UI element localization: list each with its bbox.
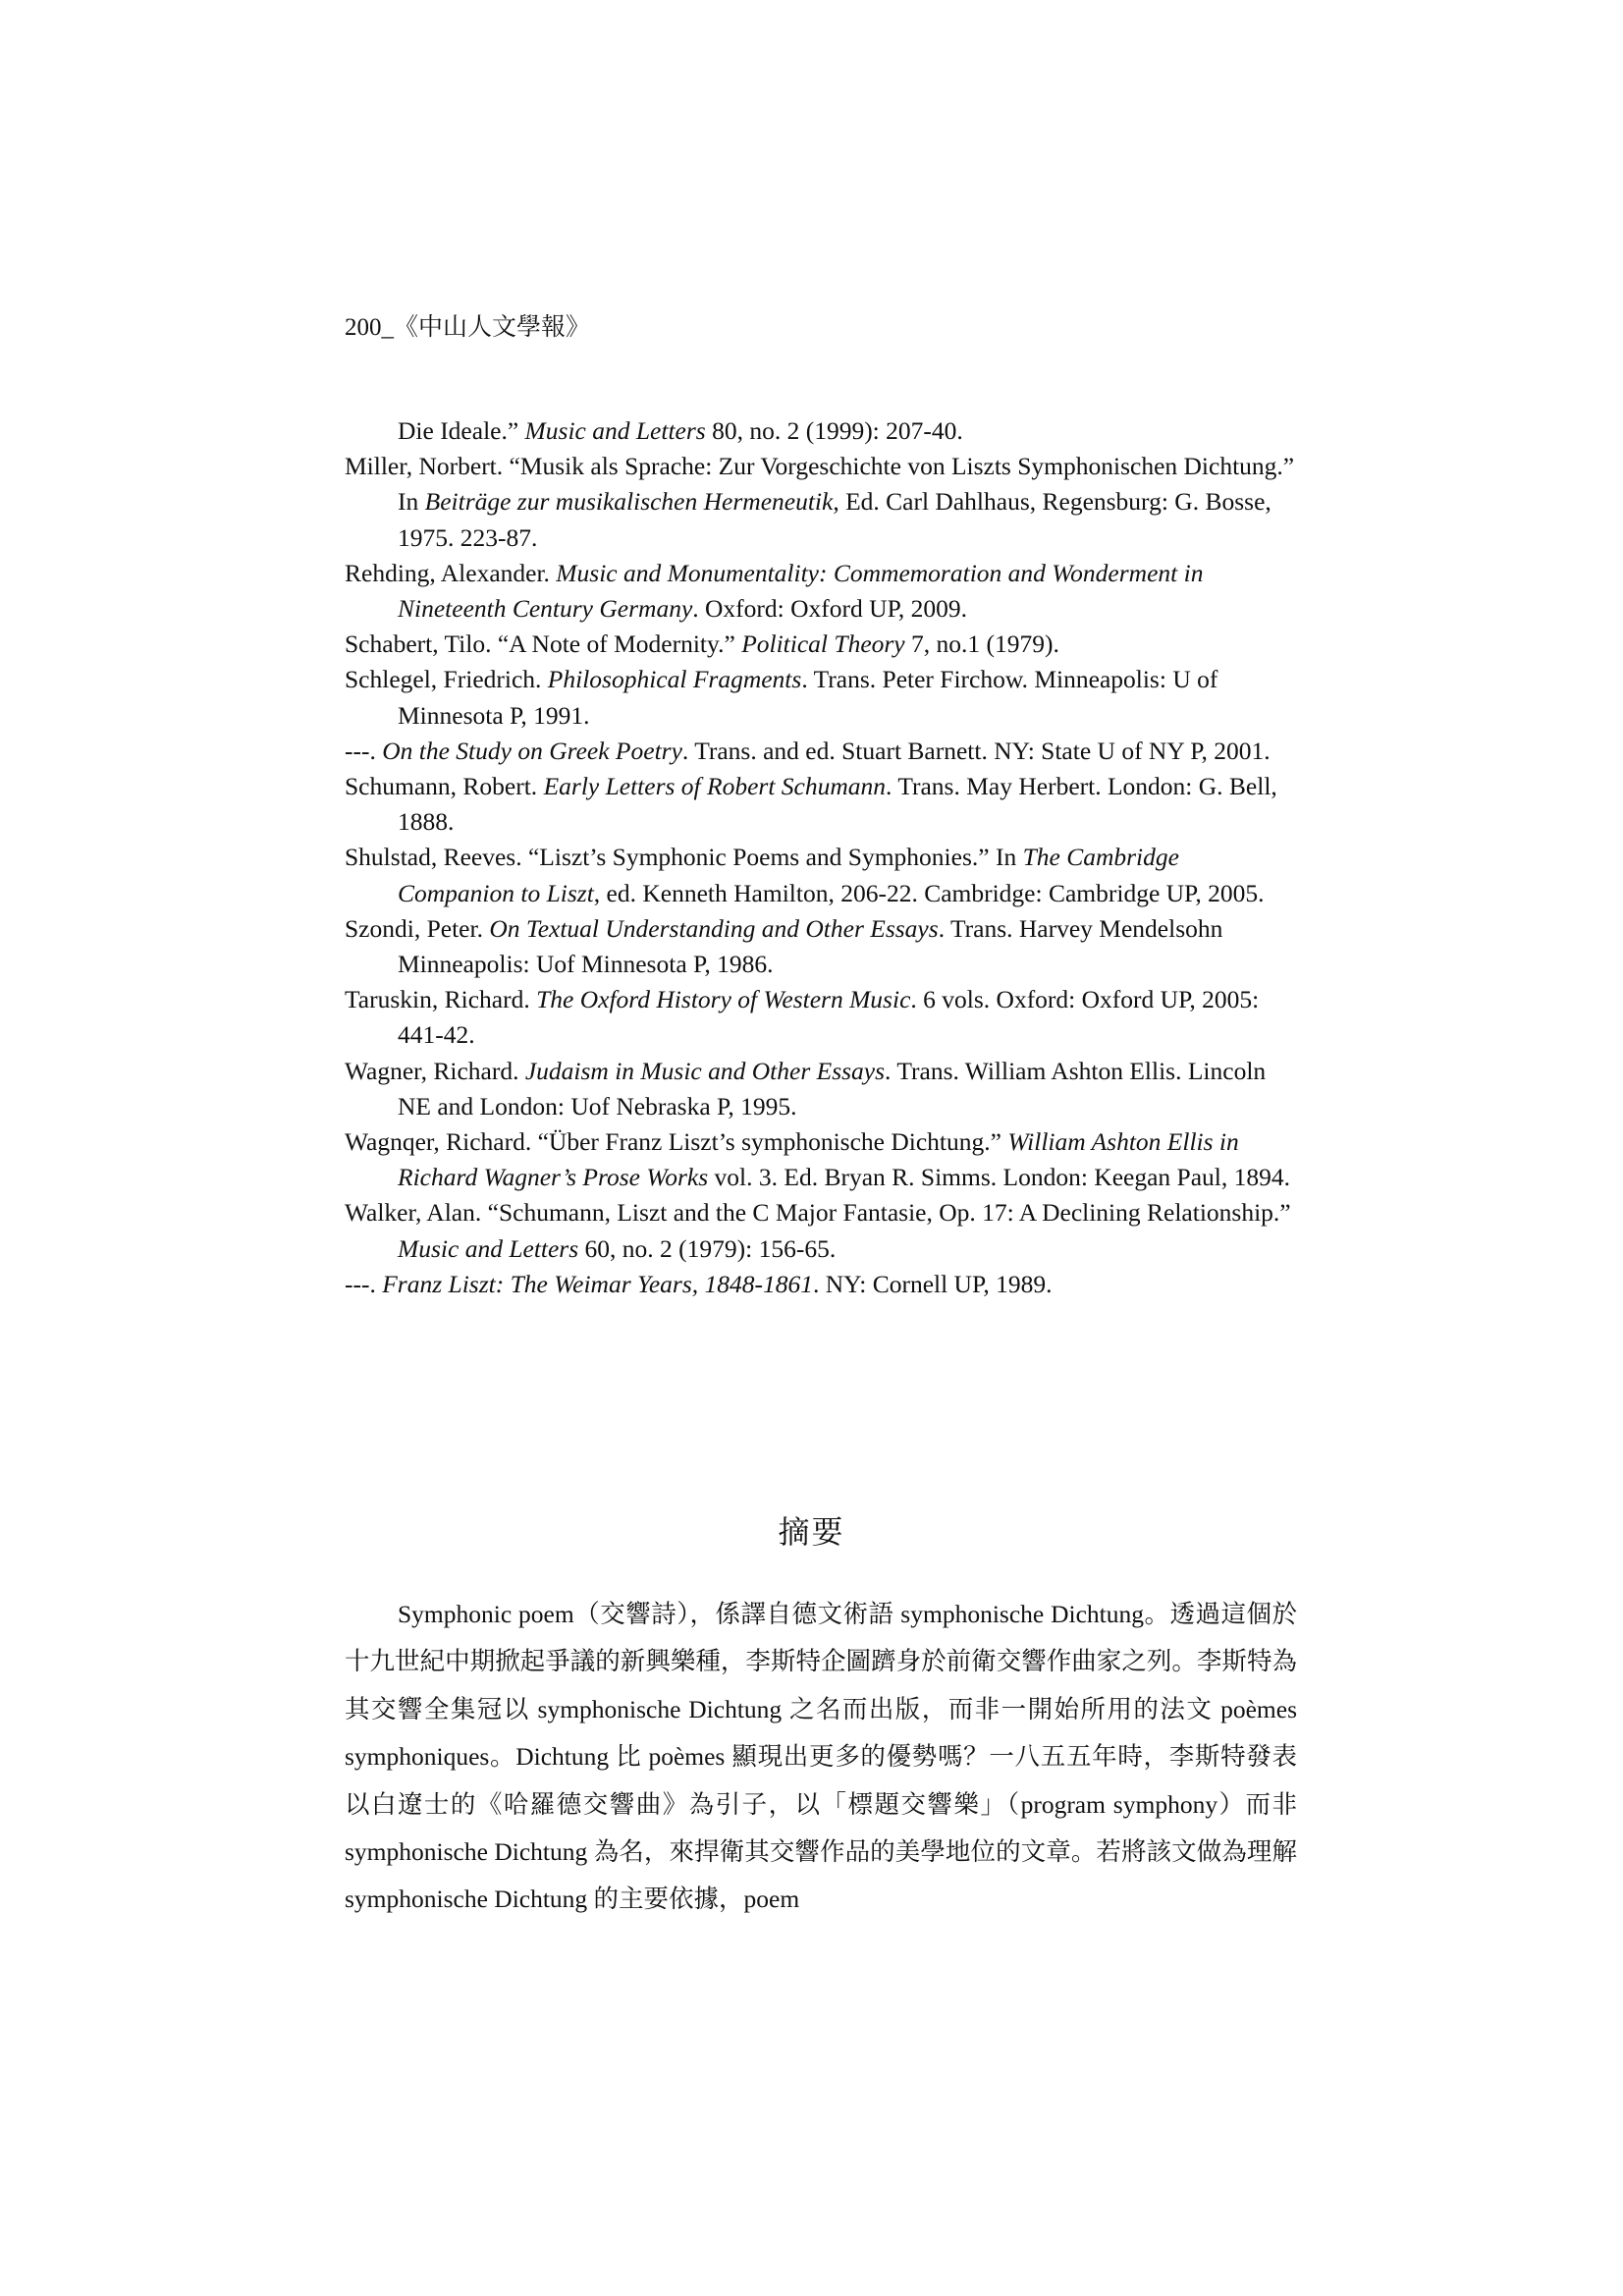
reference-text: , Ed. Carl Dahlhaus, Regensburg: G. Bosse, 1975. 223-87. [398,487,1271,552]
reference-title: Political Theory [741,629,905,659]
reference-title: Philosophical Fragments [547,665,802,694]
reference-entry [345,734,1297,769]
reference-text: . NY: Cornell UP, 1989. [813,1269,1053,1298]
reference-text: Szondi, Peter. [345,913,490,943]
abstract-title: 摘要 [778,1514,845,1550]
reference-text: Walker, Alan. “Schumann, Liszt and the C Major Fantasie, Op. 17: A Declining Relationship.” [345,1198,1291,1228]
reference-text: Wagner, Richard. [345,1056,525,1085]
reference-entry [345,769,1297,840]
reference-title: Music and Letters [524,416,706,445]
reference-title: The Cambridge Companion to Liszt [398,843,1179,907]
reference-entry [345,982,1297,1053]
reference-title: Early Letters of Robert Schumann [543,772,887,801]
reference-text: Wagnqer, Richard. “Über Franz Liszt’s symphonische Dichtung.” [345,1127,1008,1157]
reference-title: Judaism in Music and Other Essays [524,1056,886,1085]
reference-text: , ed. Kenneth Hamilton, 206-22. Cambridge: Cambridge UP, 2005. [593,878,1265,907]
reference-text: Schabert, Tilo. “A Note of Modernity.” [345,629,742,659]
reference-text: . 6 vols. Oxford: Oxford UP, 2005: 441-42. [398,985,1260,1050]
reference-entry [345,627,1297,662]
reference-entry [345,662,1297,733]
reference-entry [345,556,1297,627]
reference-entry [345,1124,1297,1195]
reference-text: 7, no.1 (1979). [904,629,1059,659]
reference-text: Miller, Norbert. “Musik als Sprache: Zur Vorgeschichte von Liszts Symphonischen Dichtung.” In [345,452,1295,517]
reference-text: . Trans. Harvey Mendelsohn Minneapolis: Uof Minnesota P, 1986. [398,913,1223,979]
reference-text: . Trans. and ed. Stuart Barnett. NY: State U of NY P, 2001. [681,736,1271,765]
reference-title: Beiträge zur musikalischen Hermeneutik [424,487,834,517]
reference-text: Schlegel, Friedrich. [345,665,548,694]
reference-text: . Trans. May Herbert. London: G. Bell, 1888. [398,772,1277,837]
reference-text: . Trans. Peter Firchow. Minneapolis: U of Minnesota P, 1991. [398,665,1218,730]
reference-text: Shulstad, Reeves. “Liszt’s Symphonic Poems and Symphonies.” In [345,843,1023,872]
reference-text: Rehding, Alexander. [345,558,557,587]
running-head: 200_《中山人文學報》 [345,314,591,341]
reference-title: On Textual Understanding and Other Essays [489,913,939,943]
reference-text: 60, no. 2 (1979): 156-65. [578,1233,837,1263]
reference-title: Music and Letters [398,1233,579,1263]
reference-entry [345,1054,1297,1124]
reference-entry [345,840,1297,910]
reference-title: Franz Liszt: The Weimar Years, 1848-1861 [382,1269,813,1298]
reference-text: . Oxford: Oxford UP, 2009. [692,594,968,624]
reference-entry [345,1267,1297,1302]
reference-text: ---. [345,1269,383,1298]
reference-entry [345,1195,1297,1266]
reference-text: . Trans. William Ashton Ellis. Lincoln NE and London: Uof Nebraska P, 1995. [398,1056,1267,1121]
reference-entry [345,449,1297,556]
reference-text: Schumann, Robert. [345,772,544,801]
reference-title: William Ashton Ellis in Richard Wagner’s Prose Works [398,1127,1239,1192]
reference-title: Music and Monumentality: Commemoration and Wonderment in Nineteenth Century Germany [398,558,1204,624]
reference-entry [345,911,1297,982]
reference-text: Die Ideale.” [398,416,525,445]
reference-text: 80, no. 2 (1999): 207-40. [705,416,963,445]
reference-text: Taruskin, Richard. [345,985,537,1014]
reference-text: vol. 3. Ed. Bryan R. Simms. London: Keegan Paul, 1894. [708,1163,1291,1192]
abstract-body: Symphonic poem（交響詩），係譯自德文術語 symphonische Dichtung。透過這個於十九世紀中期掀起爭議的新興樂種，李斯特企圖躋身於前衛交響作曲家之列。李斯特為其交響全集冠以 symphonische Dichtung 之名而出版，而非一開始所用的法文 poèmes symphoniques。Dichtung 比 poèmes 顯現出更多的優勢嗎？一八五五年時，李斯特發表以白遼士的《哈羅德交響曲》為引子，以「標題交響樂」（program symphony）而非 symphonische Dichtung 為名，來捍衛其交響作品的美學地位的文章。若將該文做為理解 symphonische Dichtung 的主要依據，poem [345,1600,1297,1914]
reference-title: The Oxford History of Western Music [536,985,911,1014]
reference-text: ---. [345,736,383,765]
reference-list [345,413,1297,1302]
reference-entry [345,413,1297,449]
reference-title: On the Study on Greek Poetry [382,736,682,765]
